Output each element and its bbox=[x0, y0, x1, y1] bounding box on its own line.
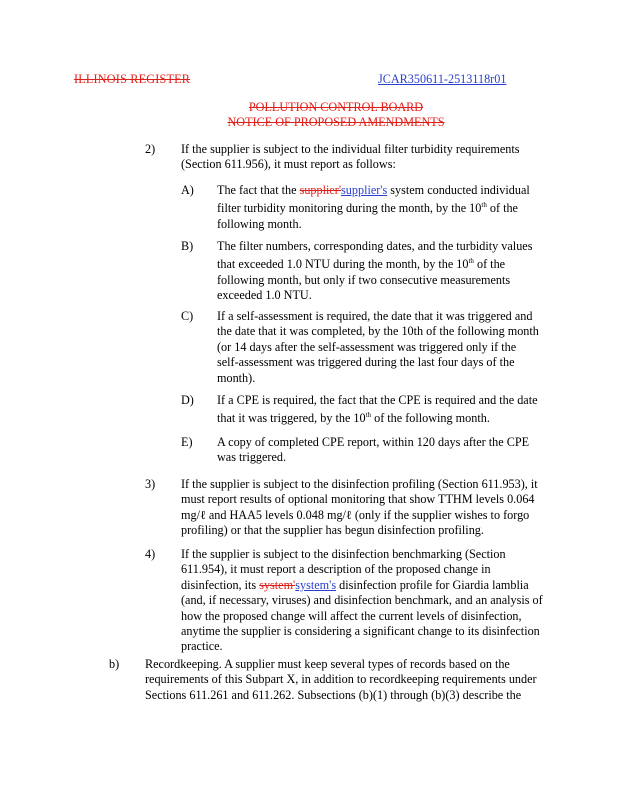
notice-title: NOTICE OF PROPOSED AMENDMENTS bbox=[227, 115, 445, 129]
line: 611.954), it must report a description of the proposed change in bbox=[181, 562, 491, 577]
letter-c: C) bbox=[181, 309, 194, 323]
line: must report results of optional monitoring that show TTHM levels 0.064 bbox=[181, 492, 535, 507]
line: month). bbox=[217, 370, 256, 385]
line: the date that it was completed, by the 10th of the following month bbox=[217, 324, 539, 339]
line: was triggered. bbox=[217, 450, 287, 465]
line: how the proposed change will affect the current levels of disinfection, bbox=[181, 608, 522, 623]
line: If a CPE is required, the fact that the CPE is required and the date bbox=[217, 393, 538, 407]
jcar-code[interactable]: JCAR350611-2513118r01 bbox=[378, 72, 507, 86]
line: If the supplier is subject to the disinfection benchmarking (Section bbox=[181, 547, 506, 561]
line: (or 14 days after the self-assessment was triggered only if the bbox=[217, 339, 517, 354]
line: A copy of completed CPE report, within 120 days after the CPE bbox=[217, 435, 530, 449]
line: Recordkeeping. A supplier must keep several types of records based on the bbox=[145, 657, 510, 671]
line: filter turbidity monitoring during the month, by the 10th of the bbox=[217, 201, 518, 216]
line: mg/ℓ and HAA5 levels 0.048 mg/ℓ (only if the supplier wishes to forgo bbox=[181, 507, 530, 522]
agency-title: POLLUTION CONTROL BOARD bbox=[248, 100, 424, 114]
letter-e: E) bbox=[181, 435, 193, 449]
inserted-text: system's bbox=[295, 577, 337, 592]
line: The fact that the supplier'supplier's system conducted individual bbox=[217, 183, 530, 197]
number-3: 3) bbox=[145, 477, 156, 491]
line: following month, but only if two consecutive measurements bbox=[217, 272, 511, 287]
deleted-text: system' bbox=[259, 577, 296, 592]
line: (Section 611.956), it must report as follows: bbox=[181, 157, 396, 172]
letter-a: A) bbox=[181, 183, 194, 197]
line: (and, if necessary, viruses) and disinfection benchmark, and an analysis of bbox=[181, 593, 543, 608]
number-2: 2) bbox=[145, 142, 156, 156]
line: If a self-assessment is required, the date that it was triggered and bbox=[217, 309, 533, 323]
line: self-assessment was triggered during the last four days of the bbox=[217, 355, 515, 370]
line: Sections 611.261 and 611.262. Subsections (b)(1) through (b)(3) describe the bbox=[145, 687, 522, 702]
line: exceeded 1.0 NTU. bbox=[217, 288, 312, 303]
line: If the supplier is subject to the individual filter turbidity requirements bbox=[181, 142, 520, 156]
line: requirements of this Subpart X, in addition to recordkeeping requirements under bbox=[145, 672, 537, 687]
letter-b-subsection: b) bbox=[109, 657, 120, 671]
deleted-text: supplier' bbox=[299, 183, 342, 197]
inserted-text: supplier's bbox=[341, 183, 388, 197]
line: The filter numbers, corresponding dates, and the turbidity values bbox=[217, 239, 533, 253]
line: that it was triggered, by the 10th of the following month. bbox=[217, 411, 490, 426]
letter-b: B) bbox=[181, 239, 194, 253]
line: disinfection, its system'system's disinfection profile for Giardia lamblia bbox=[181, 577, 529, 592]
letter-d: D) bbox=[181, 393, 194, 407]
line: anytime the supplier is considering a significant change to its disinfection bbox=[181, 624, 540, 639]
register-header: ILLINOIS REGISTER bbox=[74, 72, 191, 86]
line: that exceeded 1.0 NTU during the month, by the 10th of the bbox=[217, 257, 506, 272]
line: practice. bbox=[181, 639, 223, 654]
number-4: 4) bbox=[145, 547, 156, 561]
line: following month. bbox=[217, 216, 302, 231]
line: If the supplier is subject to the disinfection profiling (Section 611.953), it bbox=[181, 477, 538, 491]
line: profiling) or that the supplier has begun disinfection profiling. bbox=[181, 523, 484, 538]
